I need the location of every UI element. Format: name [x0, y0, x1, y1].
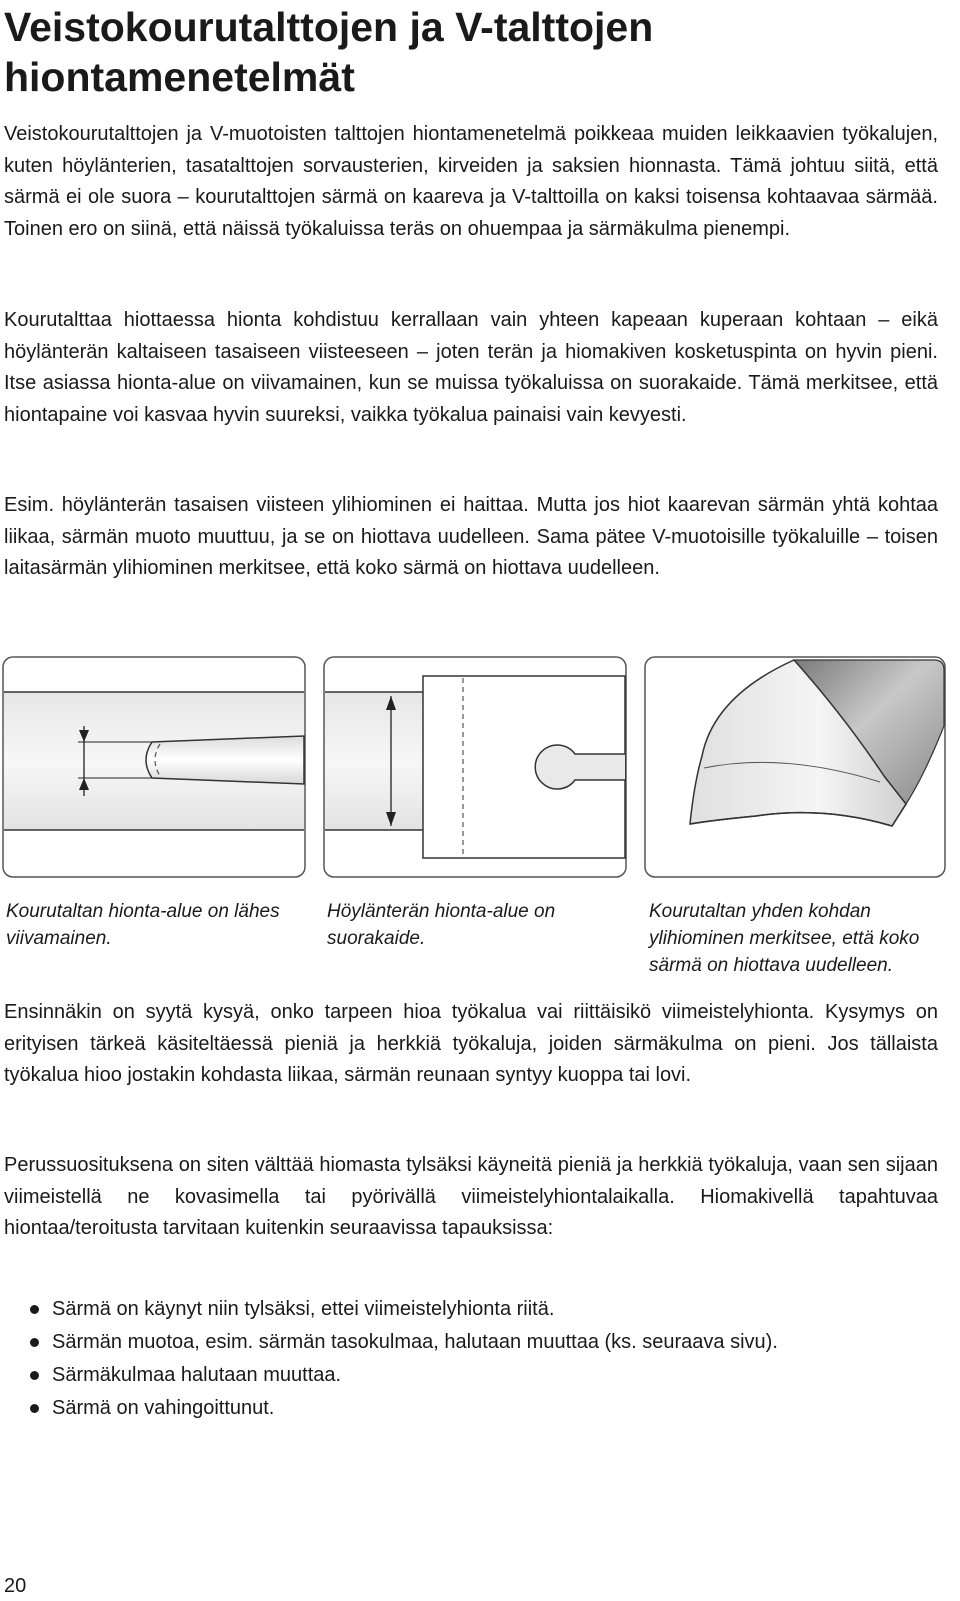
paragraph-recommendation: Perussuosituksena on siten välttää hiomasta tylsäksi käyneitä pieniä ja herkkiä työkaluja, vaan sen sijaan viimeistellä ne kovasimella tai pyörivällä viimeistelyhiontalaikalla. Hiomakivellä tapahtuvaa hiontaa/teroitusta tarvitaan kuitenkin seuraavissa tapauksissa: [4, 1154, 938, 1239]
figure-gouge-overgrinding [644, 656, 960, 890]
bullet-dot-icon [30, 1338, 39, 1347]
page-number: 20 [4, 1575, 27, 1597]
bullet-dot-icon [30, 1305, 39, 1314]
list-item-text: Särmäkulmaa halutaan muuttaa. [52, 1364, 342, 1386]
figure-caption-3: Kourutaltan yhden kohdan ylihiominen merkitsee, että koko särmä on hiottava uudelleen. [649, 901, 920, 976]
paragraph-overgrinding: Esim. höylänterän tasaisen viisteen ylihiominen ei haittaa. Mutta jos hiot kaarevan särmän yhtä kohtaa liikaa, särmän muoto muuttuu, ja se on hiottava uudelleen. Sama pätee V-muotoisille työkaluille – toisen laitasärmän ylihiominen merkitsee, että koko särmä on hiottava uudelleen. [4, 494, 938, 579]
bullet-list [4, 1293, 938, 1425]
gouge-overgrinding-diagram [644, 656, 960, 890]
paragraph-first-question: Ensinnäkin on syytä kysyä, onko tarpeen hioa työkalua vai riittäisikö viimeistelyhionta. Kysymys on erityisen tärkeä käsiteltäessä pieniä ja herkkiä työkaluja, joiden särmäkulma on pieni. Jos tällaista työkalua hioo jostakin kohdasta liikaa, särmän reunaan syntyy kuoppa tai lovi. [4, 1001, 938, 1086]
list-item [4, 1326, 938, 1359]
paragraph-intro: Veistokourutalttojen ja V-muotoisten talttojen hiontamenetelmä poikkeaa muiden leikkaavien työkalujen, kuten höylänterien, tasatalttojen sorvausterien, kirveiden ja saksien hionnasta. Tämä johtuu siitä, että särmä ei ole suora – kourutalttojen särmä on kaareva ja V-talttoilla on kaksi toisensa kohtaavaa särmää. Toinen ero on siinä, että näissä työkaluissa teräs on ohuempaa ja särmäkulma pienempi. [4, 123, 938, 240]
figure-gouge-contact-line [2, 656, 312, 890]
paragraph-grinding-contact: Kourutalttaa hiottaessa hionta kohdistuu kerrallaan vain yhteen kapeaan kuperaan kohtaan – eikä höylänterän kaltaiseen tasaiseen viisteeseen – joten terän ja hiomakiven kosketuspinta on hyvin pieni. Itse asiassa hionta-alue on viivamainen, kun se muissa työkaluissa on suorakaide. Tämä merkitsee, että hiontapaine voi kasvaa hyvin suureksi, vaikka työkalua painaisi vain kevyesti. [4, 309, 938, 426]
bullet-dot-icon [30, 1404, 39, 1413]
gouge-contact-line-diagram [2, 656, 312, 890]
page-title: Veistokourutalttojen ja V-talttojen hiontamenetelmät [4, 4, 654, 100]
figure-caption-2: Höylänterän hionta-alue on suorakaide. [327, 901, 556, 949]
list-item-text: Särmä on käynyt niin tylsäksi, ettei viimeistelyhionta riitä. [52, 1298, 555, 1320]
figure-caption-1: Kourutaltan hionta-alue on lähes viivamainen. [6, 901, 280, 949]
bullet-dot-icon [30, 1371, 39, 1380]
list-item-text: Särmän muotoa, esim. särmän tasokulmaa, halutaan muuttaa (ks. seuraava sivu). [52, 1331, 778, 1353]
list-item [4, 1359, 938, 1392]
list-item [4, 1293, 938, 1326]
list-item-text: Särmä on vahingoittunut. [52, 1397, 275, 1419]
list-item [4, 1392, 938, 1425]
plane-iron-contact-rectangle-diagram [323, 656, 633, 890]
figure-plane-iron-contact [323, 656, 633, 890]
